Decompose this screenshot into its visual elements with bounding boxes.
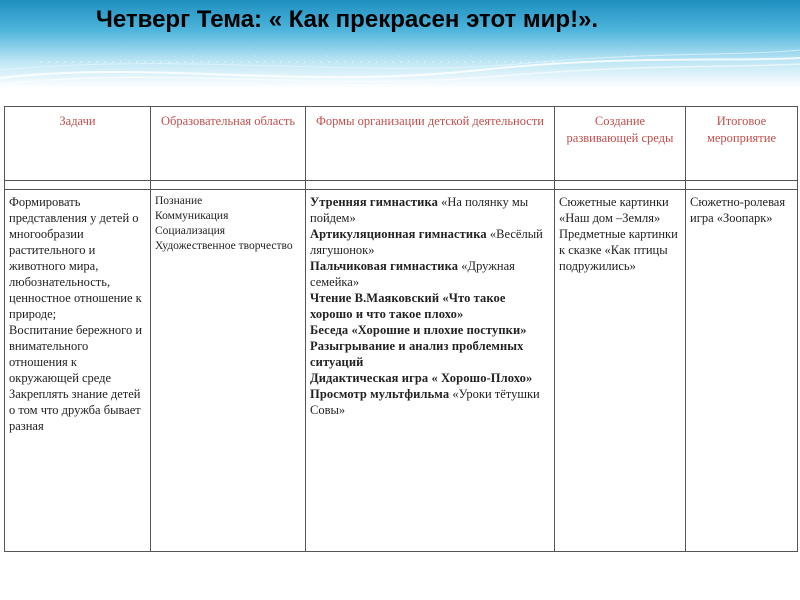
forms-list-item <box>310 194 550 226</box>
table-separator-row <box>5 181 798 190</box>
forms-item-bold: Разыгрывание и анализ проблемных ситуаций <box>310 339 524 369</box>
cell-environment: Сюжетные картинки «Наш дом –Земля» Предметные картинки к сказке «Как птицы подружились» <box>555 190 686 552</box>
title-banner <box>0 0 800 88</box>
forms-item-bold: Утренняя гимнастика <box>310 195 442 209</box>
cell-forms <box>306 190 555 552</box>
forms-list-item <box>310 226 550 258</box>
forms-item-bold: Пальчиковая гимнастика <box>310 259 462 273</box>
cell-tasks: Формировать представления у детей о многообразии растительного и животного мира, любознательность, ценностное отношение к природе; Воспитание бережного и внимательного отношения к окружающей среде Закреплять знание детей о том что дружба бывает разная <box>5 190 151 552</box>
forms-item-text: «На полянку мы пойдем» <box>310 195 529 225</box>
forms-item-bold: Чтение В.Маяковский «Что такое хорошо и что такое плохо» <box>310 291 506 321</box>
plan-table <box>4 106 798 552</box>
forms-list-item <box>310 370 550 386</box>
forms-item-text: «Уроки тётушки Совы» <box>310 387 540 417</box>
forms-item-bold: Беседа «Хорошие и плохие поступки» <box>310 323 527 337</box>
table-header-row <box>5 107 798 181</box>
cell-area: Познание Коммуникация Социализация Художественное творчество <box>151 190 306 552</box>
forms-item-text: «Весёлый лягушонок» <box>310 227 543 257</box>
slide-title: Четверг Тема: « Как прекрасен этот мир!». <box>96 6 599 33</box>
forms-list-item <box>310 258 550 290</box>
header-final: Итоговое мероприятие <box>686 107 798 181</box>
header-environment: Создание развивающей среды <box>555 107 686 181</box>
forms-list-item <box>310 338 550 370</box>
forms-item-bold: Дидактическая игра « Хорошо-Плохо» <box>310 371 533 385</box>
forms-list <box>310 194 550 418</box>
header-area: Образовательная область <box>151 107 306 181</box>
header-tasks: Задачи <box>5 107 151 181</box>
forms-item-text: «Дружная семейка» <box>310 259 515 289</box>
forms-list-item <box>310 386 550 418</box>
table-row <box>5 190 798 552</box>
forms-item-bold: Просмотр мультфильма <box>310 387 453 401</box>
forms-list-item <box>310 290 550 322</box>
cell-final: Сюжетно-ролевая игра «Зоопарк» <box>686 190 798 552</box>
forms-list-item <box>310 322 550 338</box>
header-forms: Формы организации детской деятельности <box>306 107 555 181</box>
forms-item-bold: Артикуляционная гимнастика <box>310 227 490 241</box>
